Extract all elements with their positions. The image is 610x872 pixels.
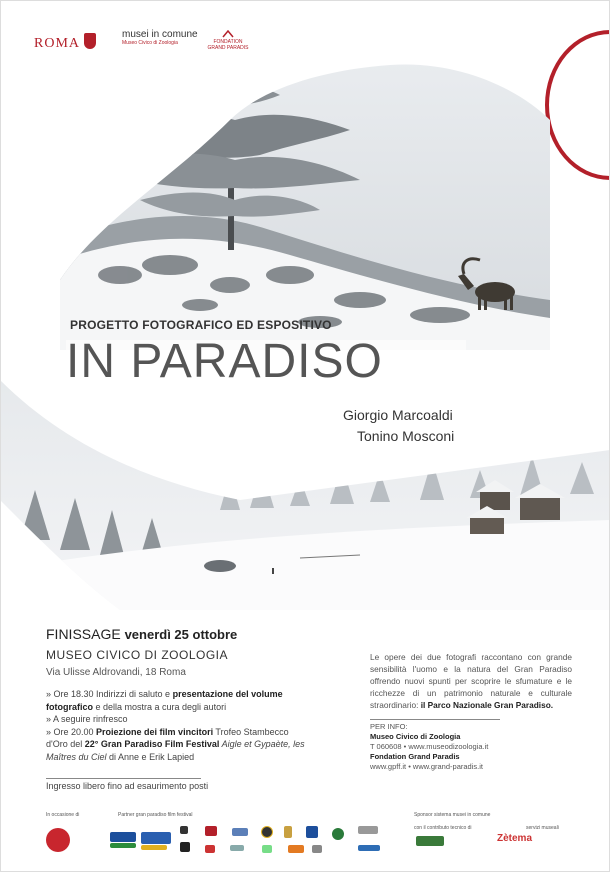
partner-logo-5-icon: [205, 826, 217, 836]
exhibition-title: IN PARADISO: [66, 335, 383, 388]
footer-occasione-label: In occasione di: [46, 812, 80, 818]
venue-name: MUSEO CIVICO DI ZOOLOGIA: [46, 648, 229, 662]
exhibition-description: Le opere dei due fotografi raccontano con grande sensibilità l'uomo e la natura del Gran Paradiso offrendo nuovi spunti per scoprire le sfumature e le ricchezze di un patrimonio naturale e culturale straordinario: il Parco Nazionale Gran Paradiso.: [370, 652, 572, 710]
partner-logo-6-icon: [205, 845, 215, 853]
partner-logo-8-icon: [230, 845, 244, 851]
info-fondation-contacts: www.gpff.it • www.grand-paradis.it: [370, 762, 483, 771]
program-line-5: d'Oro del 22° Gran Paradiso Film Festival Aigle et Gypaète, les: [46, 739, 305, 749]
program-line-1: » Ore 18.30 Indirizzi di saluto e presentazione del volume: [46, 689, 283, 699]
fondation-logo: [205, 40, 251, 51]
program-line-2: fotografico e della mostra a cura degli autori: [46, 701, 227, 712]
footer-servizi-label: servizi museali: [526, 825, 559, 831]
partner-logo-16-icon: [358, 826, 378, 834]
partner-logo-15-icon: [332, 828, 344, 840]
partner-logo-1-icon: [110, 832, 136, 842]
photo-tree-ibex: [60, 60, 550, 350]
partner-logo-4-icon: [180, 842, 190, 852]
left-divider: [46, 778, 201, 779]
partner-logo-12-icon: [288, 845, 304, 853]
entry-note: Ingresso libero fino ad esaurimento posti: [46, 781, 209, 791]
fondation-mark-icon: [222, 30, 234, 38]
zetema-logo: Zètema: [497, 833, 533, 844]
info-museo: Museo Civico di Zoologia: [370, 732, 461, 741]
contact-info: [370, 722, 488, 772]
partner-logo-7-icon: [232, 828, 248, 836]
program-line-6: Maîtres du Ciel di Anne e Erik Lapied: [46, 751, 195, 762]
author-name-2: Tonino Mosconi: [357, 428, 455, 444]
info-fondation: Fondation Grand Paradis: [370, 752, 460, 761]
finissage-label: FINISSAGE: [46, 626, 121, 642]
partner-logo-14-icon: [312, 845, 322, 853]
project-subtitle: PROGETTO FOTOGRAFICO ED ESPOSITIVO: [70, 318, 332, 332]
footer-partner-label: Partner gran paradiso film festival: [118, 812, 193, 818]
partner-logo-13-icon: [306, 826, 318, 838]
partner-logo-9-icon: [261, 826, 273, 838]
festival-logo-icon: [46, 828, 70, 852]
info-museo-contacts: T 060608 • www.museodizoologia.it: [370, 742, 489, 751]
event-program: [46, 688, 346, 763]
right-divider: [370, 719, 500, 720]
partner-logo-2-icon: [141, 832, 171, 844]
roma-logo-text: ROMA: [34, 36, 81, 51]
partner-logo-3-icon: [180, 826, 188, 834]
info-label: PER INFO:: [370, 722, 408, 731]
fondation-text: FONDATION GRAND PARADIS: [207, 39, 249, 51]
partner-logo-2b-icon: [141, 845, 167, 850]
venue-address: Via Ulisse Aldrovandi, 18 Roma: [46, 667, 186, 678]
partner-logo-1b-icon: [110, 843, 136, 848]
partner-logo-11-icon: [284, 826, 292, 838]
finissage-heading: [46, 626, 237, 642]
musei-sub-text: Museo Civico di Zoologia: [122, 40, 178, 46]
footer-contributo-label: con il contributo tecnico di: [414, 825, 472, 831]
author-name-1: Giorgio Marcoaldi: [343, 407, 453, 423]
musei-brand-text: musei in comune: [122, 29, 198, 40]
photo-snowy-village: [0, 380, 610, 610]
program-line-4: » Ore 20.00 Proiezione dei film vincitori Trofeo Stambecco: [46, 726, 289, 737]
partner-logo-17-icon: [358, 845, 380, 851]
partner-logo-10-icon: [262, 845, 272, 853]
finissage-date: venerdì 25 ottobre: [124, 627, 238, 642]
program-line-3: » A seguire rinfresco: [46, 714, 128, 724]
sponsor-logo-icon: [416, 836, 444, 846]
roma-crest-icon: [84, 33, 96, 49]
musei-in-comune-logo: [122, 30, 198, 48]
footer-sponsor-label: Sponsor sistema musei in comune: [414, 812, 491, 818]
red-arc-decoration: [545, 30, 610, 180]
